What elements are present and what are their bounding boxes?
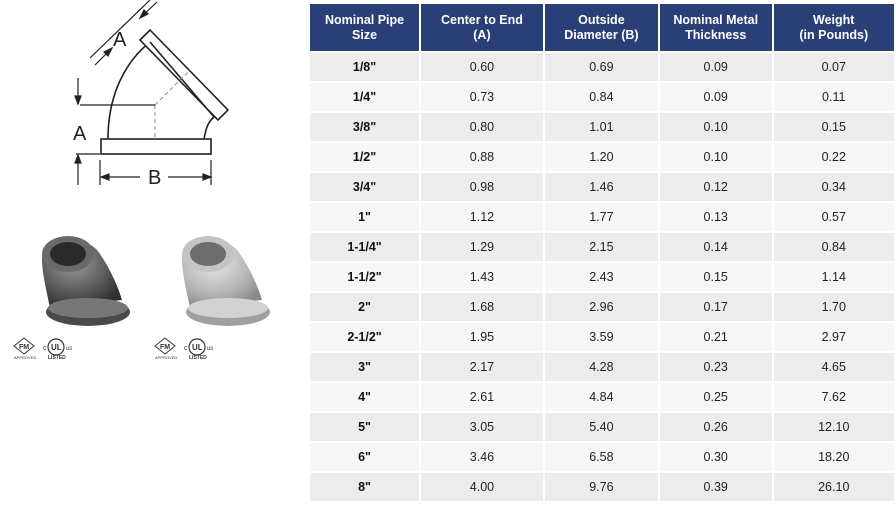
cell-center-to-end: 0.88 (421, 143, 543, 171)
cell-pipe-size: 3/4" (310, 173, 419, 201)
cell-center-to-end: 0.73 (421, 83, 543, 111)
cell-pipe-size: 2" (310, 293, 419, 321)
table-row (310, 233, 894, 261)
cell-center-to-end: 0.98 (421, 173, 543, 201)
cell-center-to-end: 1.12 (421, 203, 543, 231)
cell-weight: 0.11 (774, 83, 894, 111)
cell-outside-diameter: 6.58 (545, 443, 658, 471)
svg-text:APPROVED: APPROVED (14, 355, 37, 360)
table-row (310, 323, 894, 351)
cell-outside-diameter: 3.59 (545, 323, 658, 351)
cell-pipe-size: 4" (310, 383, 419, 411)
table-row (310, 113, 894, 141)
cell-metal-thickness: 0.09 (660, 53, 772, 81)
certification-marks-galvanized (153, 336, 263, 360)
cell-metal-thickness: 0.14 (660, 233, 772, 261)
cell-center-to-end: 1.43 (421, 263, 543, 291)
svg-text:us: us (207, 346, 214, 352)
black-elbow-photo (22, 228, 152, 338)
cell-metal-thickness: 0.39 (660, 473, 772, 501)
cell-outside-diameter: 2.43 (545, 263, 658, 291)
table-row (310, 353, 894, 381)
pipe-fitting-spec-table (308, 2, 896, 503)
cell-outside-diameter: 0.69 (545, 53, 658, 81)
certification-marks-black (12, 336, 122, 360)
cell-metal-thickness: 0.10 (660, 113, 772, 141)
cell-metal-thickness: 0.23 (660, 353, 772, 381)
header-nominal-metal-thickness: Nominal Metal Thickness (660, 4, 772, 51)
table-row (310, 173, 894, 201)
cell-outside-diameter: 1.77 (545, 203, 658, 231)
product-illustration-panel (0, 0, 306, 521)
cell-outside-diameter: 9.76 (545, 473, 658, 501)
header-nominal-pipe-size: Nominal Pipe Size (310, 4, 419, 51)
cell-pipe-size: 1" (310, 203, 419, 231)
table-row (310, 53, 894, 81)
cell-metal-thickness: 0.10 (660, 143, 772, 171)
cell-weight: 0.22 (774, 143, 894, 171)
cell-weight: 0.57 (774, 203, 894, 231)
svg-text:c: c (43, 345, 47, 352)
header-outside-diameter: Outside Diameter (B) (545, 4, 658, 51)
spec-table-header-row (310, 4, 894, 51)
cell-outside-diameter: 4.28 (545, 353, 658, 381)
fm-approved-logo: FM (160, 344, 171, 351)
svg-text:APPROVED: APPROVED (155, 355, 178, 360)
cell-outside-diameter: 4.84 (545, 383, 658, 411)
cell-metal-thickness: 0.09 (660, 83, 772, 111)
cell-pipe-size: 6" (310, 443, 419, 471)
cell-center-to-end: 3.05 (421, 413, 543, 441)
cell-outside-diameter: 0.84 (545, 83, 658, 111)
dimension-label-a-top: A (113, 29, 127, 51)
cell-metal-thickness: 0.17 (660, 293, 772, 321)
cell-metal-thickness: 0.13 (660, 203, 772, 231)
cell-pipe-size: 1-1/2" (310, 263, 419, 291)
cell-weight: 2.97 (774, 323, 894, 351)
table-row (310, 293, 894, 321)
cell-metal-thickness: 0.30 (660, 443, 772, 471)
table-row (310, 413, 894, 441)
cell-pipe-size: 3" (310, 353, 419, 381)
cell-metal-thickness: 0.21 (660, 323, 772, 351)
cell-center-to-end: 1.29 (421, 233, 543, 261)
svg-text:LISTED: LISTED (189, 355, 207, 360)
cell-outside-diameter: 1.20 (545, 143, 658, 171)
cell-outside-diameter: 2.96 (545, 293, 658, 321)
cell-pipe-size: 2-1/2" (310, 323, 419, 351)
table-row (310, 263, 894, 291)
cell-pipe-size: 5" (310, 413, 419, 441)
cell-weight: 0.34 (774, 173, 894, 201)
galvanized-elbow-photo (162, 228, 292, 338)
table-row (310, 143, 894, 171)
cell-outside-diameter: 2.15 (545, 233, 658, 261)
cell-weight: 1.14 (774, 263, 894, 291)
cell-pipe-size: 8" (310, 473, 419, 501)
cell-center-to-end: 2.17 (421, 353, 543, 381)
cell-metal-thickness: 0.26 (660, 413, 772, 441)
cell-center-to-end: 4.00 (421, 473, 543, 501)
cell-pipe-size: 1/2" (310, 143, 419, 171)
cell-weight: 1.70 (774, 293, 894, 321)
cell-metal-thickness: 0.15 (660, 263, 772, 291)
cell-pipe-size: 3/8" (310, 113, 419, 141)
table-row (310, 383, 894, 411)
cell-pipe-size: 1/4" (310, 83, 419, 111)
dimension-label-b: B (148, 167, 162, 189)
cell-center-to-end: 3.46 (421, 443, 543, 471)
cell-weight: 12.10 (774, 413, 894, 441)
cell-outside-diameter: 5.40 (545, 413, 658, 441)
cell-weight: 0.07 (774, 53, 894, 81)
cell-weight: 4.65 (774, 353, 894, 381)
ul-listed-logo: UL (192, 343, 203, 352)
cell-center-to-end: 1.68 (421, 293, 543, 321)
cell-weight: 18.20 (774, 443, 894, 471)
cell-metal-thickness: 0.25 (660, 383, 772, 411)
svg-text:us: us (66, 346, 73, 352)
cell-outside-diameter: 1.46 (545, 173, 658, 201)
cell-pipe-size: 1-1/4" (310, 233, 419, 261)
table-row (310, 203, 894, 231)
fm-approved-logo: FM (19, 344, 30, 351)
table-row (310, 473, 894, 501)
cell-metal-thickness: 0.12 (660, 173, 772, 201)
cell-weight: 26.10 (774, 473, 894, 501)
ul-listed-logo: UL (51, 343, 62, 352)
header-weight: Weight (in Pounds) (774, 4, 894, 51)
table-row (310, 83, 894, 111)
svg-text:LISTED: LISTED (48, 355, 66, 360)
cell-weight: 7.62 (774, 383, 894, 411)
cell-outside-diameter: 1.01 (545, 113, 658, 141)
dimension-label-a-left: A (73, 123, 87, 145)
table-row (310, 443, 894, 471)
elbow-dimension-diagram (0, 0, 240, 200)
cell-weight: 0.15 (774, 113, 894, 141)
cell-center-to-end: 2.61 (421, 383, 543, 411)
cell-pipe-size: 1/8" (310, 53, 419, 81)
spec-table-body (310, 53, 894, 501)
cell-weight: 0.84 (774, 233, 894, 261)
cell-center-to-end: 1.95 (421, 323, 543, 351)
header-center-to-end: Center to End (A) (421, 4, 543, 51)
cell-center-to-end: 0.60 (421, 53, 543, 81)
cell-center-to-end: 0.80 (421, 113, 543, 141)
svg-text:c: c (184, 345, 188, 352)
